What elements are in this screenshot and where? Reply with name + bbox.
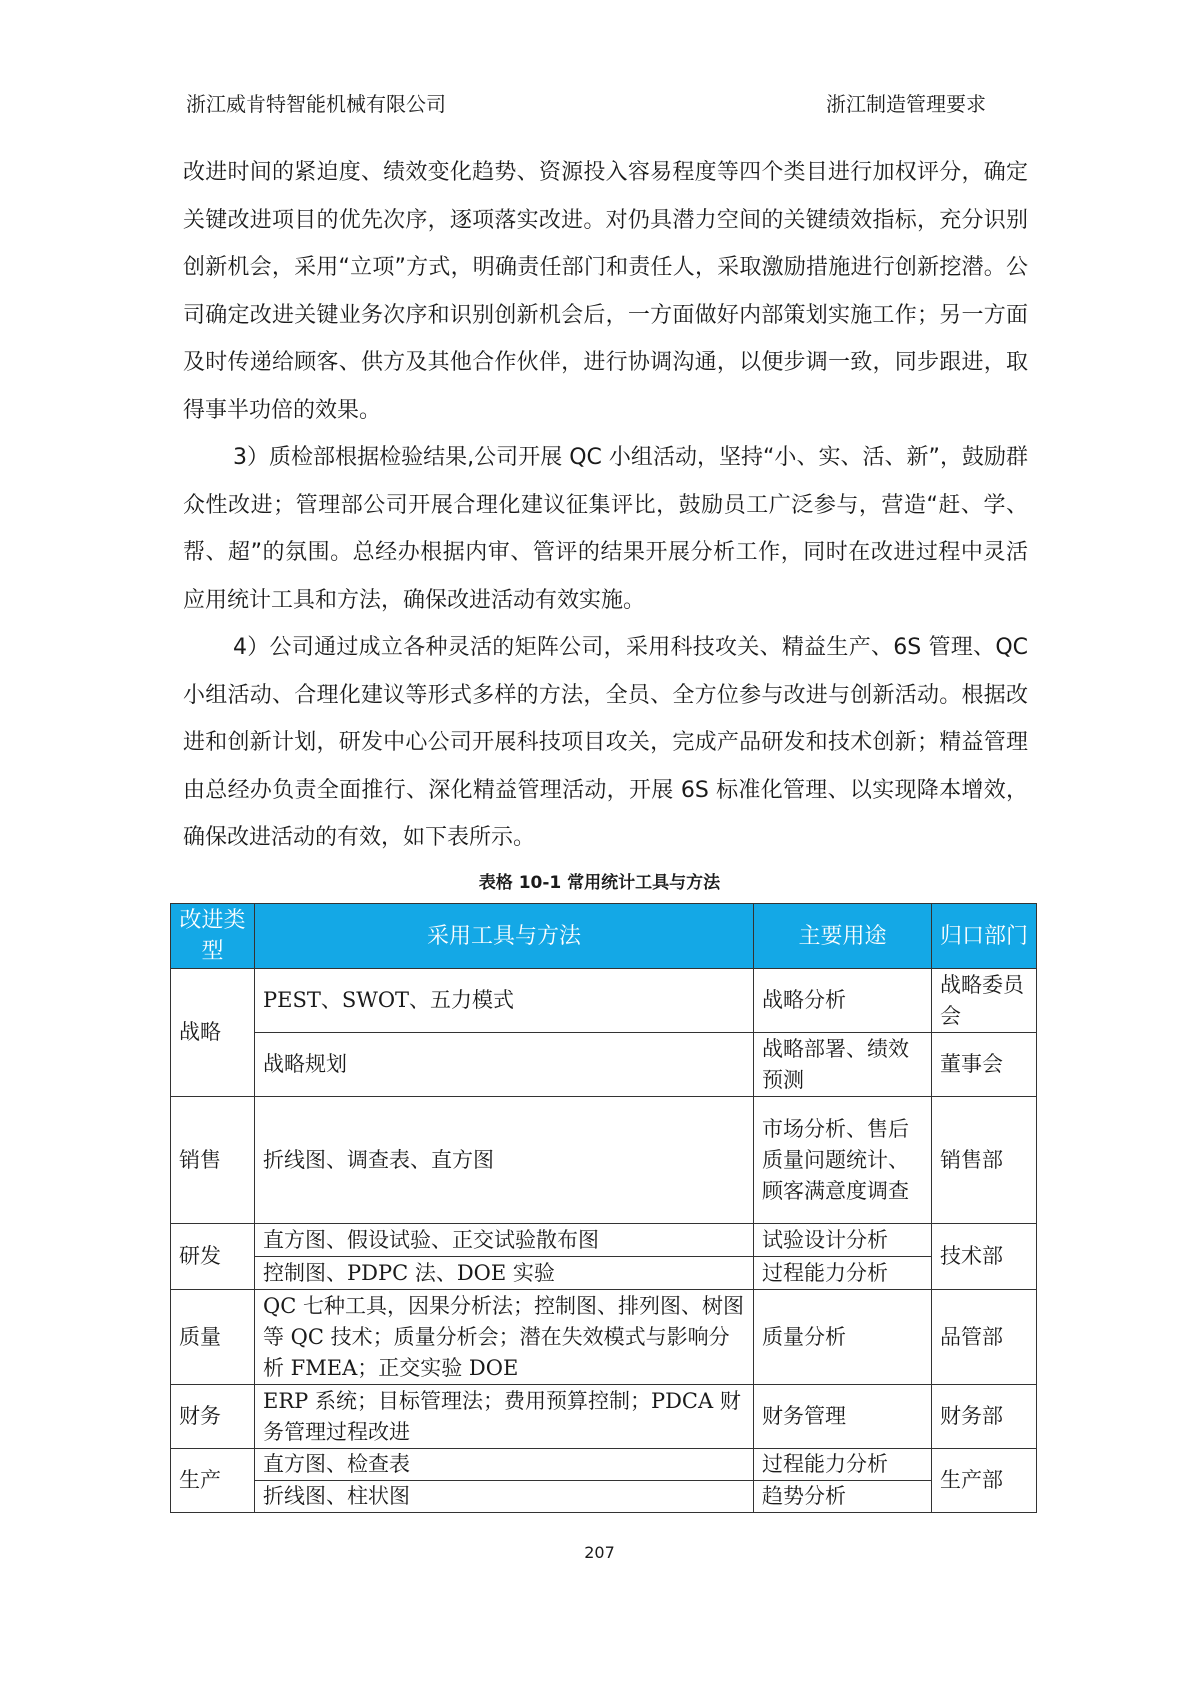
- use-cell: 市场分析、售后质量问题统计、顾客满意度调查: [754, 1097, 932, 1224]
- use-cell: 质量分析: [754, 1290, 932, 1385]
- type-cell: 战略: [171, 969, 255, 1097]
- table-row: [171, 1224, 1037, 1257]
- use-cell: 过程能力分析: [754, 1449, 932, 1481]
- type-cell: 研发: [171, 1224, 255, 1290]
- method-cell: 战略规划: [255, 1033, 754, 1097]
- dept-cell: 财务部: [932, 1385, 1037, 1449]
- table-row: [171, 1097, 1037, 1224]
- header-type: 改进类型: [171, 904, 255, 969]
- company-name: 浙江威肯特智能机械有限公司: [186, 92, 446, 116]
- type-cell: 销售: [171, 1097, 255, 1224]
- method-cell: 直方图、检查表: [255, 1449, 754, 1481]
- header-use: 主要用途: [754, 904, 932, 969]
- table-row: [171, 1449, 1037, 1481]
- use-cell: 财务管理: [754, 1385, 932, 1449]
- type-cell: 生产: [171, 1449, 255, 1513]
- method-cell: PEST、SWOT、五力模式: [255, 969, 754, 1033]
- header-dept: 归口部门: [932, 904, 1037, 969]
- use-cell: 战略部署、绩效预测: [754, 1033, 932, 1097]
- paragraph-3: 4）公司通过成立各种灵活的矩阵公司，采用科技攻关、精益生产、6S 管理、QC 小组活动、合理化建议等形式多样的方法，全员、全方位参与改进与创新活动。根据改进和创新计划，研发中心公司开展科技项目攻关，完成产品研发和技术创新；精益管理由总经办负责全面推行、深化精益管理活动，开展 6S 标准化管理、以实现降本增效，确保改进活动的有效，如下表所示。: [183, 635, 1028, 850]
- page-header: [186, 88, 986, 118]
- page-number: 207: [584, 1543, 615, 1562]
- method-cell: 控制图、PDPC 法、DOE 实验: [255, 1257, 754, 1290]
- table-header-row: [171, 904, 1037, 969]
- use-cell: 战略分析: [754, 969, 932, 1033]
- dept-cell: 董事会: [932, 1033, 1037, 1097]
- table-row: [171, 1290, 1037, 1385]
- type-cell: 质量: [171, 1290, 255, 1385]
- table-row: [171, 969, 1037, 1033]
- paragraph-1: 改进时间的紧迫度、绩效变化趋势、资源投入容易程度等四个类目进行加权评分，确定关键改进项目的优先次序，逐项落实改进。对仍具潜力空间的关键绩效指标，充分识别创新机会，采用“立项”方式，明确责任部门和责任人，采取激励措施进行创新挖潜。公司确定改进关键业务次序和识别创新机会后，一方面做好内部策划实施工作；另一方面及时传递给顾客、供方及其他合作伙伴，进行协调沟通，以便步调一致，同步跟进，取得事半功倍的效果。: [183, 160, 1028, 423]
- dept-cell: 品管部: [932, 1290, 1037, 1385]
- dept-cell: 生产部: [932, 1449, 1037, 1513]
- dept-cell: 技术部: [932, 1224, 1037, 1290]
- method-cell: ERP 系统；目标管理法；费用预算控制；PDCA 财务管理过程改进: [255, 1385, 754, 1449]
- table-row: [171, 1033, 1037, 1097]
- dept-cell: 战略委员会: [932, 969, 1037, 1033]
- body-text: [183, 149, 1028, 862]
- use-cell: 过程能力分析: [754, 1257, 932, 1290]
- document-title: 浙江制造管理要求: [826, 92, 986, 116]
- method-cell: 折线图、柱状图: [255, 1481, 754, 1513]
- table-row: [171, 1481, 1037, 1513]
- table-row: [171, 1257, 1037, 1290]
- use-cell: 趋势分析: [754, 1481, 932, 1513]
- table-row: [171, 1385, 1037, 1449]
- dept-cell: 销售部: [932, 1097, 1037, 1224]
- method-cell: 折线图、调查表、直方图: [255, 1097, 754, 1224]
- header-method: 采用工具与方法: [255, 904, 754, 969]
- table-caption: 表格 10-1 常用统计工具与方法: [478, 873, 721, 893]
- type-cell: 财务: [171, 1385, 255, 1449]
- method-cell: QC 七种工具，因果分析法；控制图、排列图、树图等 QC 技术；质量分析会；潜在失效模式与影响分析 FMEA；正交实验 DOE: [255, 1290, 754, 1385]
- tools-table: [170, 903, 1037, 1513]
- method-cell: 直方图、假设试验、正交试验散布图: [255, 1224, 754, 1257]
- paragraph-2: 3）质检部根据检验结果,公司开展 QC 小组活动，坚持“小、实、活、新”，鼓励群众性改进；管理部公司开展合理化建议征集评比，鼓励员工广泛参与，营造“赶、学、帮、超”的氛围。总经办根据内审、管评的结果开展分析工作，同时在改进过程中灵活应用统计工具和方法，确保改进活动有效实施。: [183, 445, 1028, 613]
- use-cell: 试验设计分析: [754, 1224, 932, 1257]
